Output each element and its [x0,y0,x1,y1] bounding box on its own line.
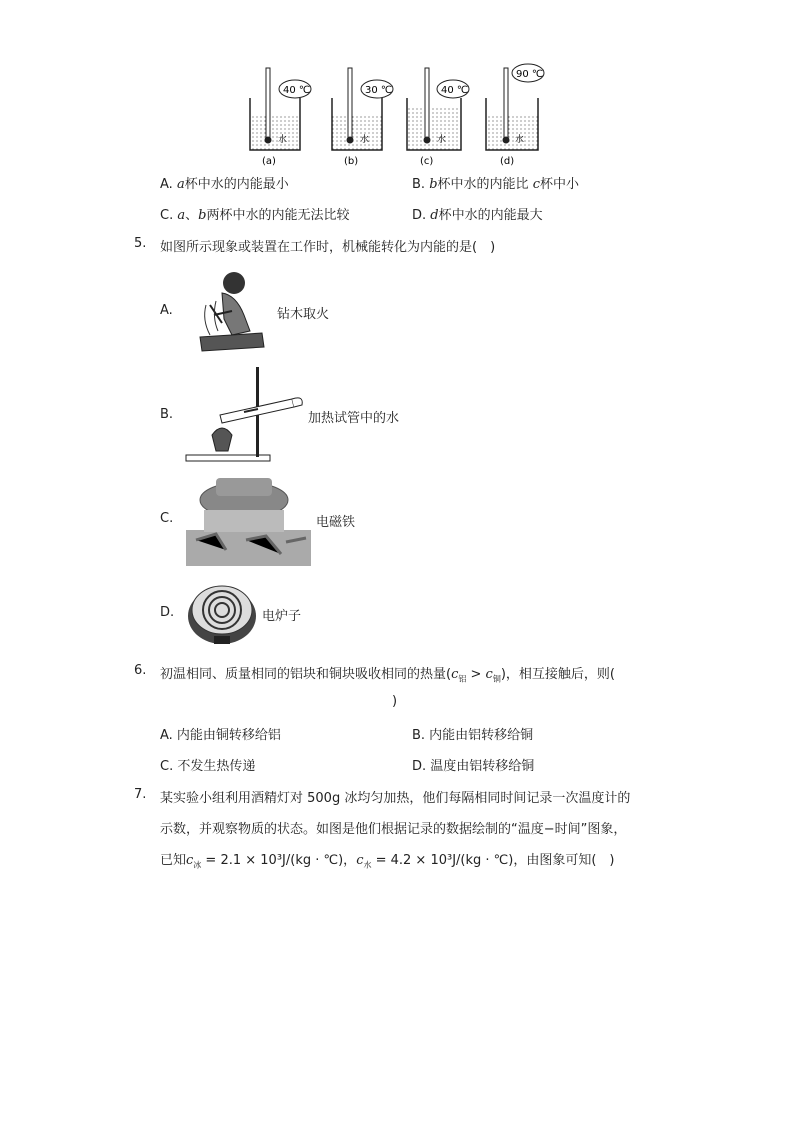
option-var: b [429,177,438,192]
option-letter: C. [160,208,174,223]
option-text: 杯中水的内能比 [437,177,529,192]
option-sep: 、 [185,208,199,223]
temp-d: 90 ℃ [516,69,544,80]
heating-test-tube-icon [184,365,309,467]
q6-close-paren: ) [392,694,398,709]
q5-option-a-caption: 钻木取火 [277,307,330,322]
c-symbol: c [186,853,194,868]
option-text: 杯中水的内能最大 [438,208,543,223]
beakers-diagram [240,60,570,168]
q6-option-d: D. 温度由铝转移给铜 [412,759,535,774]
q6-stem [160,663,615,685]
option-var2: c [532,177,540,192]
q7-line3 [160,849,615,871]
c-water-value: = 4.2 × 10³J/(kg · ℃)，由图象可知( ) [371,853,615,868]
q5-number: 5. [134,236,147,251]
q5-option-d-letter: D. [160,605,175,620]
option-letter: A. [160,177,173,192]
q4-option-b [412,173,579,192]
q5-option-b-caption: 加热试管中的水 [308,411,400,426]
c-symbol: c [356,853,364,868]
q4-option-a [160,173,289,192]
water-d: 水 [515,135,525,145]
q7-line1: 某实验小组利用酒精灯对 500g 冰均匀加热，他们每隔相同时间记录一次温度计的 [160,791,631,806]
q5-option-d-caption: 电炉子 [262,609,302,624]
option-var: d [430,208,439,223]
q6-stem-before: 初温相同、质量相同的铝块和铜块吸收相同的热量( [160,667,452,682]
q5-option-b-letter: B. [160,407,174,422]
option-var2: b [198,208,207,223]
q4-option-c [160,204,349,223]
temp-c: 40 ℃ [441,85,469,96]
water-c: 水 [437,135,447,145]
q4-option-d [412,204,543,223]
q5-option-a-letter: A. [160,303,173,318]
beaker-b [332,68,393,167]
q6-option-a: A. 内能由铜转移给铝 [160,728,281,743]
q7-known: 已知 [160,853,187,868]
q5-option-c-caption: 电磁铁 [316,515,356,530]
c-sub-water: 水 [363,860,372,870]
label-b: (b) [344,156,359,167]
q6-option-b: B. 内能由铝转移给铜 [412,728,534,743]
label-c: (c) [420,156,434,167]
water-b: 水 [360,135,370,145]
temp-b: 30 ℃ [365,85,393,96]
q7-line2: 示数，并观察物质的状态。如图是他们根据记录的数据绘制的“温度−时间”图象， [160,822,627,837]
label-a: (a) [262,156,276,167]
q6-number: 6. [134,663,147,678]
option-text: 两杯中水的内能无法比较 [206,208,350,223]
c-sub-ice: 冰 [193,860,202,870]
option-letter: D. [412,208,427,223]
drilling-fire-icon [192,265,272,355]
option-var: a [176,177,185,192]
q6-option-c: C. 不发生热传递 [160,759,256,774]
q5-stem: 如图所示现象或装置在工作时，机械能转化为内能的是( ) [160,240,496,255]
option-text: 杯中水的内能最小 [184,177,289,192]
option-letter: B. [412,177,426,192]
c-symbol: c [485,667,493,682]
c-symbol: c [451,667,459,682]
electric-stove-icon [186,578,258,646]
label-d: (d) [500,156,515,167]
electromagnet-icon [186,470,311,566]
q7-number: 7. [134,787,147,802]
beaker-c [407,68,469,167]
beaker-d [486,64,544,167]
c-ice-value: = 2.1 × 10³J/(kg · ℃)， [201,853,357,868]
water-a: 水 [278,135,288,145]
option-var: a [177,208,186,223]
option-text-end: 杯中小 [539,177,579,192]
temp-a: 40 ℃ [283,85,311,96]
q5-option-c-letter: C. [160,511,174,526]
beaker-a [250,68,311,167]
q6-stem-after: )，相互接触后，则( [500,667,615,682]
gt-symbol: > [466,667,486,682]
c-sub-cu: 铜 [492,674,501,684]
c-sub-al: 铝 [458,674,467,684]
